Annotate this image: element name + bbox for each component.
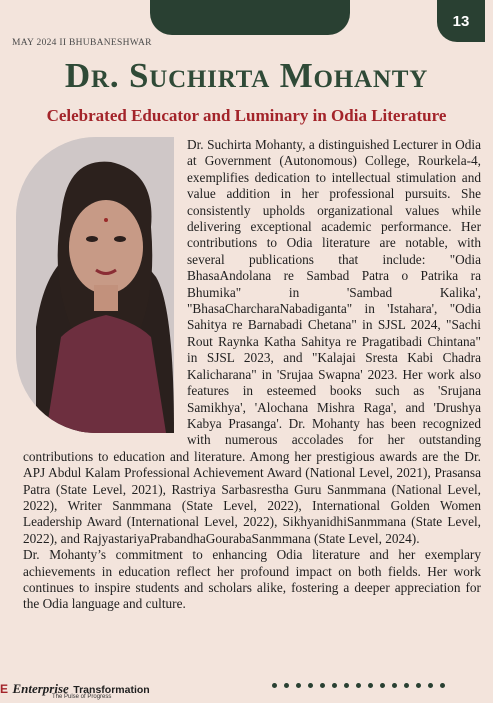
body-paragraph-1: Dr. Suchirta Mohanty, a distinguished Lecturer in Odia at Government (Autonomous) College, Rourkela-4, exemplifies dedication to intellectual stimulation and value addition in her professional pursuits. She consistently upholds organizational values while delivering exceptional academic performance. Her contributions to Odia literature are notable, with several publications that include: "Odia BhasaAndolana re Sambad Patra o Patrika ra Bhumika" in 'Sambad Kalika', "BhasaCharcharaNabadiganta" in 'Istahara', "Odia Sahitya re Barnabadi Chetana" in SJSL 2024, "Sachi Rout Raynka Katha Sahitya re Pragatibadi Chintana" in SJSL 2023, and "Kalajai Sresta Kabi Chadra Kalicharana" in 'Srujaa Swapna' 2023. Her work also features in esteemed books such as 'Srujana Samikhya', 'Alochana Mishra Raga', and 'Drushya Kabya Prasanga'. Dr. Mohanty has been recognized with numerous accolades for her outstanding contributions to education and literature. Among her prestigious awards are the Dr. APJ Abdul Kalam Professional Achievement Award (National Level, 2021), Prasansa Patra (State Level, 2021), Rastriya Sarbasrestha Guru Sanmmana (National Level, 2022), Writer Sanmmana (State Level, 2022), International Golden Women Leadership Award (International Level, 2022), SikhyanidhiSanmmana (State Level, 2022), and RajyastariyaPrabandhaGourabaSanmmana (State Level, 2024). — [23, 137, 481, 546]
brand-name: Enterprise — [12, 681, 69, 696]
page-number-badge: 13 — [437, 0, 485, 42]
dot — [320, 683, 325, 688]
dot — [272, 683, 277, 688]
dot — [428, 683, 433, 688]
footer-dots-decoration — [272, 683, 445, 688]
dateline: MAY 2024 II BHUBANESHWAR — [12, 38, 152, 48]
dot — [356, 683, 361, 688]
dot — [440, 683, 445, 688]
brand-logo-mark: E — [0, 682, 9, 696]
article-subtitle: Celebrated Educator and Luminary in Odia Literature — [46, 106, 447, 125]
article-title: Dr. Suchirta Mohanty — [64, 56, 429, 95]
dot — [296, 683, 301, 688]
dot — [308, 683, 313, 688]
dot — [344, 683, 349, 688]
brand-name-secondary: Transformation — [73, 684, 150, 696]
dot — [284, 683, 289, 688]
dot — [416, 683, 421, 688]
photo-float-spacer — [23, 137, 181, 433]
dot — [368, 683, 373, 688]
dot — [392, 683, 397, 688]
body-paragraph-2: Dr. Mohanty’s commitment to enhancing Odia literature and her exemplary achievements in education reflect her profound impact on both fields. Her work continues to inspire students and scholars alike, fostering a deeper appreciation for the Odia language and culture. — [23, 547, 481, 612]
article-body — [23, 137, 481, 613]
dot — [380, 683, 385, 688]
dot — [332, 683, 337, 688]
header-tab-decoration — [150, 0, 350, 35]
dot — [404, 683, 409, 688]
brand-tagline: The Pulse of Progress — [52, 694, 112, 700]
